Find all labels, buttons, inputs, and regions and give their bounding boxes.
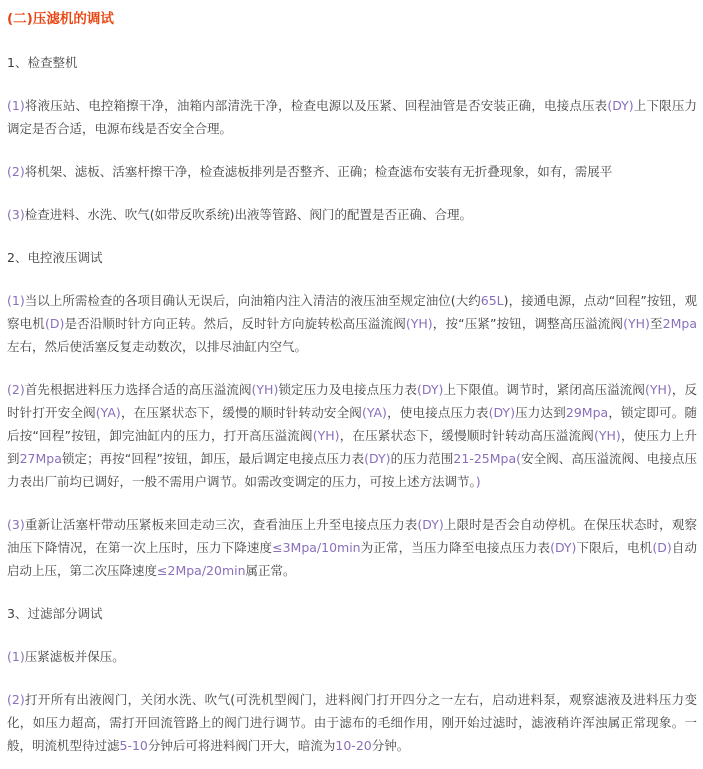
accent-text-segment: 10-20 xyxy=(335,738,372,753)
paragraph xyxy=(7,289,697,358)
accent-text-segment: (DY) xyxy=(488,405,515,420)
text-segment: 当以上所需检查的各项目确认无误后，向油箱内注入清洁的液压油至规定油位(大约 xyxy=(24,293,481,308)
text-segment: ，在压紧状态下，缓慢的顺时针转动安全阀 xyxy=(120,405,362,420)
text-segment: 左右，然后使活塞反复走动数次，以排尽油缸内空气。 xyxy=(7,339,308,354)
accent-text-segment: 21-25Mpa( xyxy=(453,451,521,466)
accent-text-segment: (3) xyxy=(7,517,25,532)
paragraph xyxy=(7,513,697,582)
text-segment: )，接通电源，点动“回程”按钮，观察电机 xyxy=(7,293,697,331)
accent-text-segment: (D) xyxy=(652,540,672,555)
text-segment: 上限时是否会自动停机。在保压状态时，观察油压下降情况，在第一次上压时，压力下降速度 xyxy=(7,517,697,555)
accent-text-segment: 29Mpa xyxy=(565,405,609,420)
accent-text-segment: (1) xyxy=(7,98,25,113)
document-body xyxy=(7,51,697,757)
text-segment: ，按“压紧”按钮，调整高压溢流阀 xyxy=(432,316,624,331)
accent-text-segment: (1) xyxy=(7,293,25,308)
accent-text-segment: 27Mpa xyxy=(19,451,62,466)
accent-text-segment: (DY) xyxy=(364,451,391,466)
accent-text-segment: (2) xyxy=(7,164,25,179)
paragraph xyxy=(7,645,697,668)
text-segment: ，反时针打开安全阀 xyxy=(7,382,697,420)
accent-text-segment: (YH) xyxy=(644,382,672,397)
text-segment: 上下限值。调节时，紧闭高压溢流阀 xyxy=(443,382,645,397)
text-segment: 锁定压力及电接点压力表 xyxy=(278,382,417,397)
paragraph xyxy=(7,94,697,140)
text-segment: 的压力范围 xyxy=(390,451,454,466)
text-segment: ，使压力上升到 xyxy=(7,428,697,466)
text-segment: 分钟后可将进料阀门开大，暗流为 xyxy=(147,738,336,753)
text-segment: 检查进料、水洗、吹气(如带反吹系统)出液等管路、阀门的配置是否正确、合理。 xyxy=(24,207,472,222)
text-segment: 为正常，当压力降至电接点压力表 xyxy=(360,540,551,555)
text-segment: 分钟。 xyxy=(371,738,410,753)
accent-text-segment: (DY) xyxy=(607,98,634,113)
accent-text-segment: (DY) xyxy=(417,382,444,397)
accent-text-segment: (DY) xyxy=(417,517,444,532)
text-segment: 重新让活塞杆带动压紧板来回走动三次，查看油压上升至电接点压力表 xyxy=(24,517,418,532)
text-segment: 是否沿顺时针方向正转。然后，反时针方向旋转松高压溢流阀 xyxy=(64,316,406,331)
text-segment: 打开所有出液阀门，关闭水洗、吹气(可洗机型阀门，进料阀门打开四分之一左右，启动进料泵，观察滤液及进料压力变化，如压力超高，需打开回流管路上的阀门进行调节。由于滤布的毛细作用，刚开始过滤时，滤液稍许浑浊属正常现象。一般，明流机型待过滤 xyxy=(7,692,697,753)
paragraph xyxy=(7,160,697,183)
accent-text-segment: ≤3Mpa/10min xyxy=(272,540,361,555)
text-segment: 将机架、滤板、活塞杆擦干净，检查滤板排列是否整齐、正确；检查滤布安装有无折叠现象，如有，需展平 xyxy=(24,164,613,179)
paragraph xyxy=(7,203,697,226)
page-title: (二)压滤机的调试 xyxy=(7,11,114,27)
text-segment: 自动启动上压，第二次压降速度 xyxy=(7,540,697,578)
accent-text-segment: ≤2Mpa/20min xyxy=(157,563,246,578)
accent-text-segment: (1) xyxy=(7,649,25,664)
accent-text-segment: (DY) xyxy=(550,540,577,555)
accent-text-segment: ) xyxy=(475,474,481,489)
text-segment: 压力达到 xyxy=(514,405,566,420)
accent-text-segment: 2Mpa xyxy=(662,316,697,331)
accent-text-segment: (YH) xyxy=(593,428,621,443)
accent-text-segment: 5-10 xyxy=(119,738,148,753)
text-segment: 上下限压力调定是否合适，电源布线是否安全合理。 xyxy=(7,98,697,136)
accent-text-segment: (YH) xyxy=(623,316,650,331)
text-segment: ，在压紧状态下，缓慢顺时针转动高压溢流阀 xyxy=(339,428,594,443)
section-heading-1: 1、检查整机 xyxy=(7,55,78,70)
text-segment: 安全阀、高压溢流阀、电接点压力表出厂前均已调好，一般不需用户调节。如需改变调定的压力，可按上述方法调节。 xyxy=(7,451,697,489)
text-segment: ，使电接点压力表 xyxy=(386,405,489,420)
text-segment: 下限后，电机 xyxy=(576,540,653,555)
accent-text-segment: (2) xyxy=(7,382,25,397)
text-segment: 压紧滤板并保压。 xyxy=(24,649,125,664)
accent-text-segment: 65L xyxy=(480,293,504,308)
accent-text-segment: (2) xyxy=(7,692,25,707)
paragraph xyxy=(7,688,697,757)
accent-text-segment: (YH) xyxy=(312,428,340,443)
text-segment: 将液压站、电控箱擦干净，油箱内部清洗干净，检查电源以及压紧、回程油管是否安装正确，电接点压表 xyxy=(24,98,608,113)
accent-text-segment: (YH) xyxy=(405,316,433,331)
section-heading-3: 3、过滤部分调试 xyxy=(7,606,103,621)
accent-text-segment: (YA) xyxy=(361,405,387,420)
text-segment: 首先根据进料压力选择合适的高压溢流阀 xyxy=(24,382,252,397)
accent-text-segment: (YA) xyxy=(95,405,121,420)
accent-text-segment: (3) xyxy=(7,207,25,222)
text-segment: 属正常。 xyxy=(245,563,296,578)
text-segment: 锁定；再按“回程”按钮，卸压，最后调定电接点压力表 xyxy=(61,451,365,466)
accent-text-segment: (YH) xyxy=(251,382,279,397)
accent-text-segment: (D) xyxy=(44,316,65,331)
text-segment: 至 xyxy=(649,316,663,331)
text-segment: ，锁定即可。随后按“回程”按钮，卸完油缸内的压力，打开高压溢流阀 xyxy=(7,405,697,443)
paragraph xyxy=(7,378,697,493)
section-heading-2: 2、电控液压调试 xyxy=(7,250,103,265)
